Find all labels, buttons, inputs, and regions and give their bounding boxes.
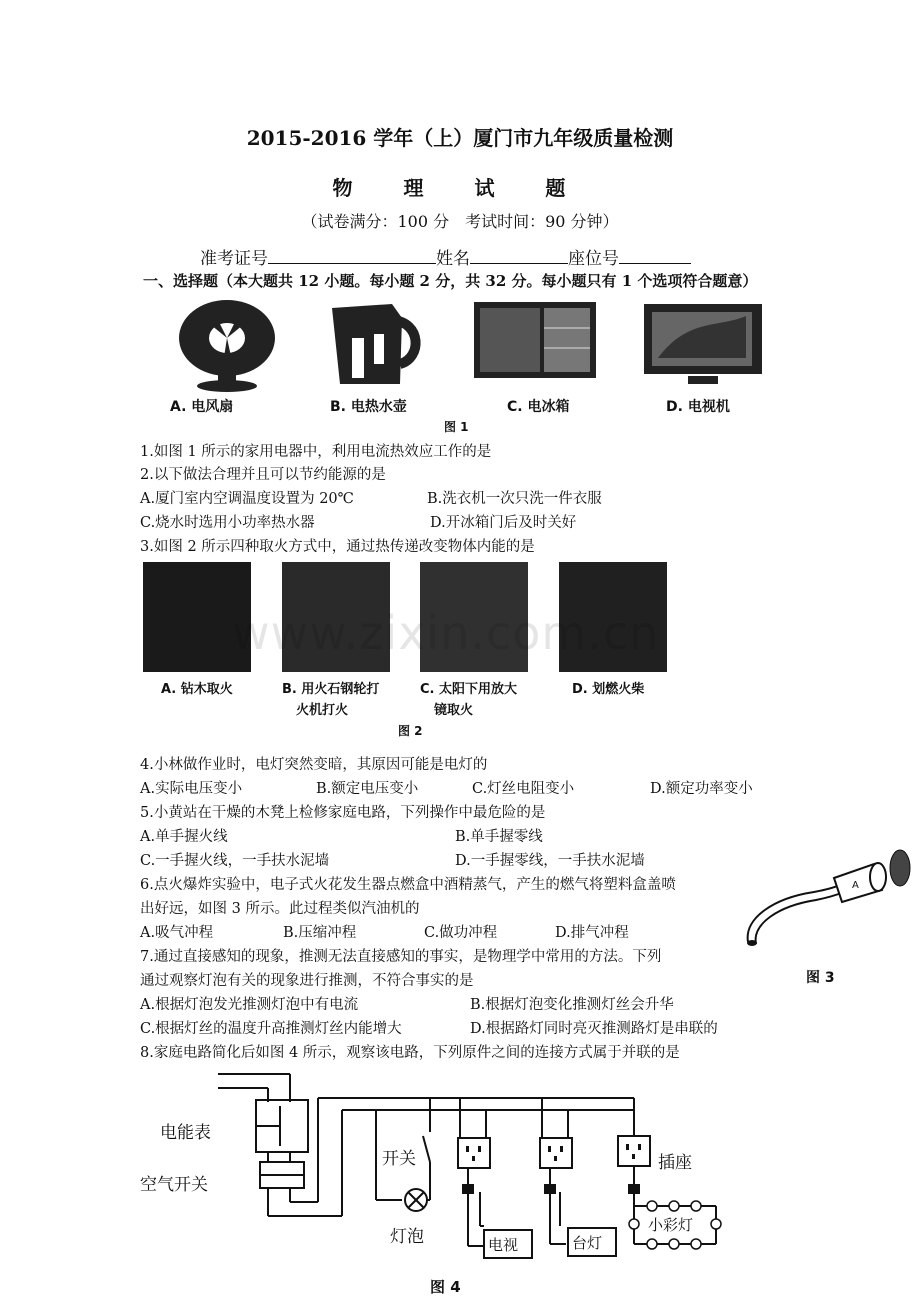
- fig4-lights-label: 小彩灯: [648, 1216, 694, 1234]
- question-2-option-a: A.厦门室内空调温度设置为 20℃: [140, 491, 354, 507]
- candidate-info-line: [200, 244, 691, 269]
- fig4-label: 图 4: [430, 1278, 461, 1296]
- question-4-option-d: D.额定功率变小: [650, 781, 753, 797]
- question-2-option-c: C.烧水时选用小功率热水器: [140, 515, 315, 531]
- fig2-caption-a: A. 钻木取火: [161, 682, 233, 697]
- seat-blank: [619, 247, 691, 264]
- question-5-option-b: B.单手握零线: [455, 829, 543, 845]
- fridge-image: [470, 298, 600, 393]
- seat-label: 座位号: [568, 249, 619, 269]
- fig1-caption-c: C. 电冰箱: [507, 399, 570, 415]
- question-4-option-c: C.灯丝电阻变小: [472, 781, 575, 797]
- id-blank: [268, 247, 436, 264]
- svg-text:A: A: [852, 880, 859, 891]
- question-4: 4.小林做作业时，电灯突然变暗，其原因可能是电灯的: [140, 757, 488, 773]
- fig1-caption-d: D. 电视机: [666, 399, 730, 415]
- question-3: 3.如图 2 所示四种取火方式中，通过热传递改变物体内能的是: [140, 539, 535, 555]
- question-6-option-b: B.压缩冲程: [283, 925, 357, 941]
- fig4-bulb-label: 灯泡: [390, 1227, 424, 1247]
- exam-subtitle: 物 理 试 题: [332, 176, 588, 200]
- kettle-image: [322, 298, 432, 393]
- question-7-option-d: D.根据路灯同时亮灭推测路灯是串联的: [470, 1021, 718, 1037]
- question-6-option-d: D.排气冲程: [555, 925, 629, 941]
- fig2-caption-c2: 镜取火: [434, 703, 474, 718]
- question-7-option-c: C.根据灯丝的温度升高推测灯丝内能增大: [140, 1021, 402, 1037]
- name-label: 姓名: [436, 249, 470, 269]
- fig4-breaker-label: 空气开关: [140, 1175, 208, 1195]
- question-7-option-a: A.根据灯泡发光推测灯泡中有电流: [140, 997, 359, 1013]
- exam-info: （试卷满分：100 分 考试时间：90 分钟）: [301, 212, 619, 231]
- fig2-caption-b2: 火机打火: [296, 703, 349, 718]
- question-6-option-c: C.做功冲程: [424, 925, 498, 941]
- question-2-option-d: D.开冰箱门后及时关好: [430, 515, 577, 531]
- fan-image: [172, 298, 282, 393]
- fig1-caption-b: B. 电热水壶: [330, 399, 407, 415]
- question-6-line1: 6.点火爆炸实验中，电子式火花发生器点燃盒中酒精蒸气，产生的燃气将塑料盒盖喷: [140, 877, 676, 893]
- fig4-socket-label: 插座: [658, 1153, 692, 1173]
- fig2-caption-c1: C. 太阳下用放大: [420, 682, 518, 697]
- question-5: 5.小黄站在干燥的木凳上检修家庭电路，下列操作中最危险的是: [140, 805, 546, 821]
- fig2-caption-d: D. 划燃火柴: [572, 682, 645, 697]
- fig1-caption-a: A. 电风扇: [170, 399, 234, 415]
- question-5-option-a: A.单手握火线: [140, 829, 228, 845]
- question-7-line1: 7.通过直接感知的现象，推测无法直接感知的事实，是物理学中常用的方法。下列: [140, 949, 662, 965]
- figure-4: [140, 1066, 740, 1298]
- fig4-switch-label: 开关: [382, 1149, 416, 1169]
- fig4-tv-label: 电视: [488, 1236, 519, 1254]
- question-8: 8.家庭电路简化后如图 4 所示，观察该电路，下列原件之间的连接方式属于并联的是: [140, 1045, 680, 1061]
- figure-1: [140, 298, 780, 438]
- name-blank: [470, 247, 568, 264]
- exam-title: 2015-2016 学年（上）厦门市九年级质量检测: [246, 126, 674, 150]
- watermark: www.zixin.com.cn: [232, 606, 660, 660]
- question-7-line2: 通过观察灯泡有关的现象进行推测，不符合事实的是: [140, 973, 474, 989]
- question-6-option-a: A.吸气冲程: [140, 925, 214, 941]
- fig2-label: 图 2: [398, 724, 423, 738]
- fig1-label: 图 1: [444, 420, 469, 434]
- fig3-label: 图 3: [806, 970, 835, 986]
- tv-image: [638, 298, 768, 393]
- question-5-option-c: C.一手握火线，一手扶水泥墙: [140, 853, 330, 869]
- section-heading: 一、选择题（本大题共 12 小题。每小题 2 分，共 32 分。每小题只有 1 个选项符合题意）: [143, 272, 758, 290]
- fig4-lamp-label: 台灯: [572, 1234, 603, 1252]
- figure-3: [734, 838, 916, 988]
- question-4-option-a: A.实际电压变小: [140, 781, 243, 797]
- id-label: 准考证号: [200, 249, 268, 269]
- question-7-option-b: B.根据灯泡变化推测灯丝会升华: [470, 997, 674, 1013]
- question-2: 2.以下做法合理并且可以节约能源的是: [140, 467, 386, 483]
- question-4-option-b: B.额定电压变小: [316, 781, 419, 797]
- fig2-caption-b1: B. 用火石钢轮打: [282, 682, 380, 697]
- question-2-option-b: B.洗衣机一次只洗一件衣服: [427, 491, 602, 507]
- question-6-line2: 出好远，如图 3 所示。此过程类似汽油机的: [140, 901, 420, 917]
- question-5-option-d: D.一手握零线，一手扶水泥墙: [455, 853, 645, 869]
- question-1: 1.如图 1 所示的家用电器中，利用电流热效应工作的是: [140, 444, 492, 460]
- fig4-meter-label: 电能表: [160, 1123, 211, 1143]
